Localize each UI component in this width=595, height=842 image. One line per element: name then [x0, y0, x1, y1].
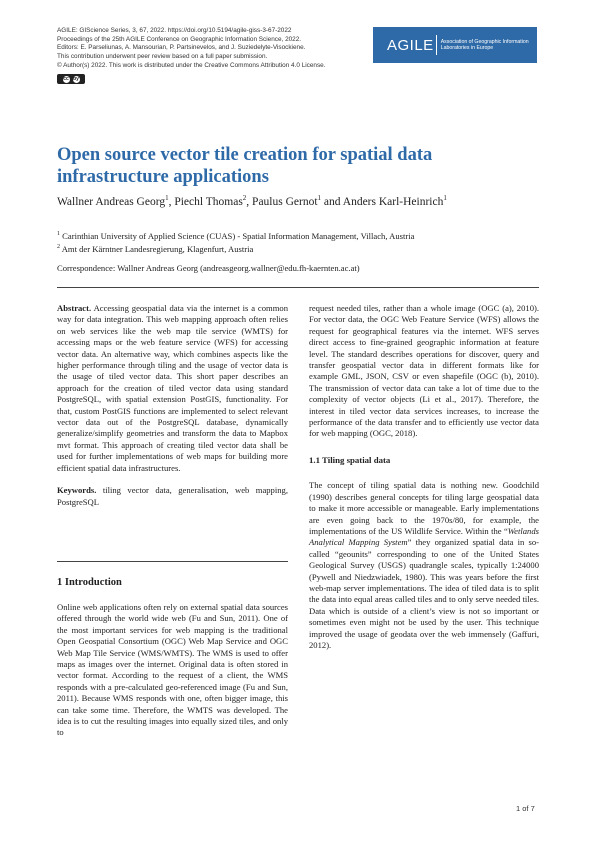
keywords: [57, 485, 288, 508]
paragraph: [309, 480, 539, 651]
page-number: 1 of 7: [516, 804, 535, 813]
affiliation-text: Amt der Kärntner Landesregierung, Klagenfurt, Austria: [61, 243, 254, 254]
subsection-heading: 1.1 Tiling spatial data: [309, 454, 391, 465]
logo-divider: [436, 35, 437, 55]
author-separator: ,: [246, 195, 253, 208]
header-line: Proceedings of the 25th AGILE Conference on Geographic Information Science, 2022.: [57, 35, 302, 43]
affiliation-line: [57, 229, 414, 242]
left-column: [57, 303, 288, 508]
paper-title: Open source vector tile creation for spatial data infrastructure applications: [57, 145, 433, 187]
correspondence: Correspondence: Wallner Andreas Georg (andreasgeorg.wallner@edu.fh-kaernten.ac.at): [57, 263, 360, 273]
paragraph-text: ” they organized spatial data in so-called “geounits” corresponding to one of the United States Geological Survey (USGS) quadrangle scales, typically 1:24000 (Pywell and Niedzwiadek, 1980). This was years before the first web-map server implementations. The idea of tiled data is to split the data into equal areas called tiles and to only serve needed tiles. Data which is outside of a client’s view is not so important or sometimes even might not be used by the user. This technique improved the usage of geodata over the web immensely (Gaffuri, 2012).: [309, 537, 539, 650]
affiliations: [57, 229, 414, 255]
author-list: [57, 194, 447, 208]
by-icon: by: [73, 75, 79, 82]
author-name: Paulus Gernot: [252, 195, 318, 208]
cc-by-license-icon[interactable]: [57, 74, 85, 84]
author-affiliation: 1: [443, 194, 447, 202]
author-separator: and: [321, 195, 343, 208]
agile-logo: [373, 27, 537, 63]
author-separator: ,: [168, 195, 175, 208]
header-line: This contribution underwent peer review based on a full paper submission.: [57, 53, 268, 61]
affiliation-number: 1: [57, 231, 60, 237]
affiliation-line: [57, 242, 414, 255]
right-column: [309, 303, 539, 651]
paragraph: Online web applications often rely on external spatial data sources offered through the world wide web (Fu and Sun, 2011). One of the most important services for web mapping is the traditional Open Geospatial Consortium (OGC) Web Map Service and OGC Web Map Tile Service (WMS/WMTS). The WMS is used to offer maps as images over the internet. Original data is often stored in vector format. According to the request of a client, the WMS responds with a pre-calculated geo-referenced image (Fu and Sun, 2011). Because WMS responds with one, often bigger image, this can take some time. Therefore, the WMTS was developed. The idea is to cut the resulting images into equally sized tiles, and only to: [57, 602, 288, 738]
header-line: AGILE: GIScience Series, 3, 67, 2022. https://doi.org/10.5194/agile-giss-3-67-2022: [57, 27, 292, 34]
keywords-label: Keywords.: [57, 485, 97, 496]
header-divider: [57, 287, 539, 288]
keywords-text: tiling vector data, generalisation, web mapping, PostgreSQL: [57, 485, 288, 507]
left-column-body: [57, 602, 288, 739]
header-line: Editors: E. Parseliunas, A. Mansourian, P. Partsinevelos, and J. Suziedelyte-Visockiene.: [57, 44, 306, 52]
emphasis-text: Wetlands Analytical Mapping System: [309, 525, 539, 548]
author-affiliation: 2: [242, 194, 247, 202]
affiliation-number: 2: [57, 243, 60, 250]
proceedings-header: [57, 27, 326, 71]
section-heading: 1 Introduction: [57, 577, 122, 588]
header-line: © Author(s) 2022. This work is distributed under the Creative Commons Attribution 4.0 License.: [57, 61, 326, 69]
paragraph-text: The concept of tiling spatial data is nothing new. Goodchild (1990) describes general concepts for tiling large geospatial data to make it more accessible or manageable. Early implementations are even going back to the 1970s/80, for example, the implementations of the US Wildlife Service. Within the “: [309, 480, 539, 536]
logo-word: AGILE: [387, 36, 434, 54]
logo-subtitle: [441, 39, 529, 51]
affiliation-text: Carinthian University of Applied Science (CUAS) - Spatial Information Management, Villach, Austria: [62, 230, 415, 241]
author-affiliation: 1: [317, 194, 322, 202]
abstract-divider: [57, 561, 288, 562]
abstract-label: Abstract.: [57, 303, 92, 313]
abstract-text: Accessing geospatial data via the internet is a common way for data integration. This web mapping approach often relies on web services like the web map tile service (WMTS) for accessing maps or the web feature service (WFS) for accessing vector data. An alternative way, which combines aspects like the higher performance through tiling and the usage of vector data is the usage of tiled vector data. This short paper describes an approach for the creation of tiled vector data using standard PostgreSQL, with spatial extension PostGIS, functionality. For that, custom PostGIS functions are implemented to select relevant vector data out of the PostgreSQL database, dynamically generalize/simplify geometries and transform the data to Mapbox mvt format. This approach of creating tiled vector data shall be used for further implementations of web maps for building more efficient spatial data infrastructures.: [57, 303, 288, 473]
abstract: [57, 303, 288, 474]
cc-icon: cc: [63, 75, 69, 82]
logo-subtitle-line: Association of Geographic Information: [440, 39, 529, 45]
author-name: Wallner Andreas Georg: [57, 195, 166, 208]
author-name: Piechl Thomas: [174, 195, 243, 208]
logo-subtitle-line: Laboratories in Europe: [440, 45, 494, 51]
author-name: Anders Karl-Heinrich: [342, 195, 444, 208]
paragraph: request needed tiles, rather than a whole image (OGC (a), 2010). For vector data, the OGC Web Feature Service (WFS) allows the request for geographical features via the internet. WFS serves direct access to fine-grained geographic information at feature level. The standard describes operations for discover, query and transfer geospatial vector data in different formats like for example GML, JSON, CSV or even shapefile (OGC (b), 2010). The transmission of vector data can take a lot of time due to the complexity of vector objects (Li et al., 2017). Therefore, the interest in tiled vector data services increases, to increase the performance of the data transfer and to efficiently use vector data for web mapping (OGC, 2018).: [309, 303, 539, 439]
author-affiliation: 1: [165, 194, 169, 202]
